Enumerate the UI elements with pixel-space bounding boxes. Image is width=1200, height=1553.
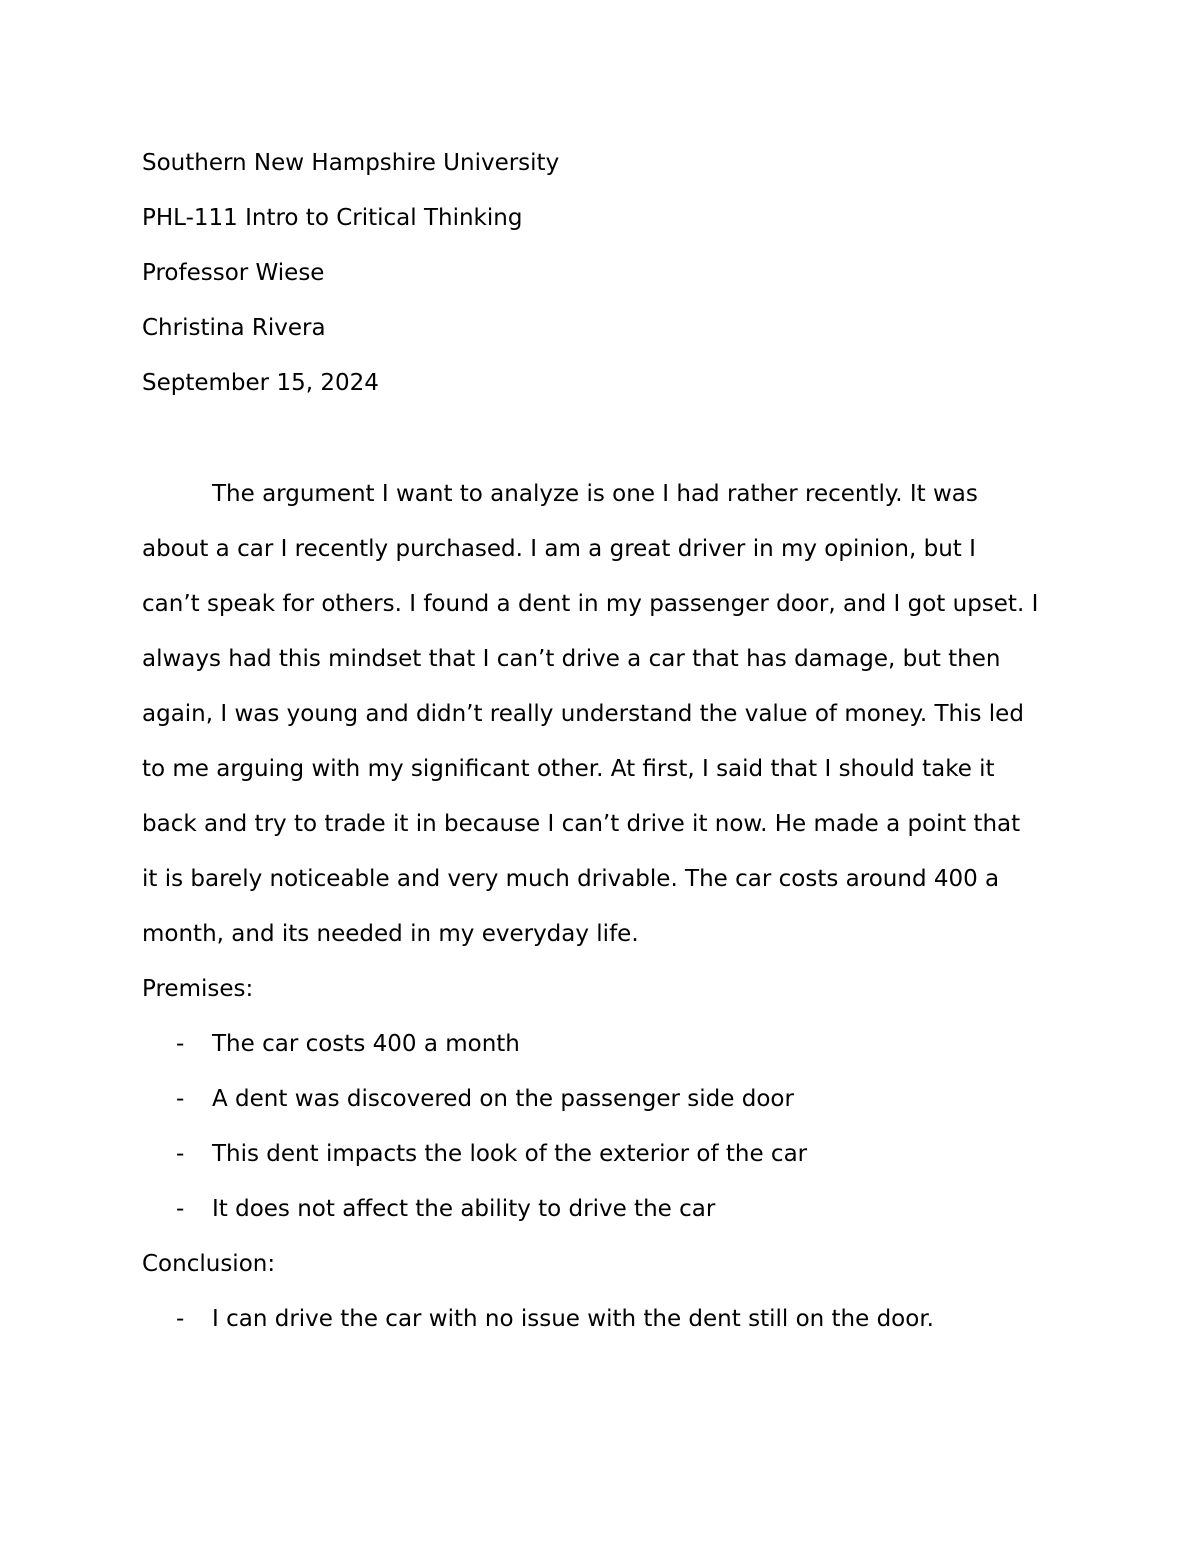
paragraph-line: about a car I recently purchased. I am a great driver in my opinion, but I (142, 536, 976, 562)
paragraph-line: month, and its needed in my everyday life. (142, 921, 639, 947)
paragraph-line: to me arguing with my significant other. At first, I said that I should take it (142, 756, 995, 782)
paragraph-line: back and try to trade it in because I can’t drive it now. He made a point that (142, 811, 1021, 837)
premise-text: The car costs 400 a month (212, 1031, 520, 1057)
institution-line: Southern New Hampshire University (142, 150, 560, 176)
list-item (142, 1182, 1082, 1237)
paragraph-line: always had this mindset that I can’t drive a car that has damage, but then (142, 646, 1001, 672)
document-page (142, 136, 1082, 1347)
paragraph-line: it is barely noticeable and very much drivable. The car costs around 400 a (142, 866, 1000, 892)
conclusion-text: I can drive the car with no issue with the dent still on the door. (212, 1306, 934, 1332)
bullet-marker: - (176, 1141, 185, 1167)
conclusion-list (142, 1292, 1082, 1347)
list-item (142, 1072, 1082, 1127)
premises-list (142, 1017, 1082, 1237)
bullet-marker: - (176, 1031, 185, 1057)
list-item (142, 1292, 1082, 1347)
premise-text: This dent impacts the look of the exterior of the car (212, 1141, 808, 1167)
argument-paragraph (142, 467, 1082, 962)
student-line: Christina Rivera (142, 315, 326, 341)
premise-text: A dent was discovered on the passenger side door (212, 1086, 794, 1112)
premises-heading: Premises: (142, 976, 254, 1002)
paragraph-line: The argument I want to analyze is one I had rather recently. It was (212, 481, 978, 507)
list-item (142, 1127, 1082, 1182)
bullet-marker: - (176, 1306, 185, 1332)
paragraph-line: again, I was young and didn’t really understand the value of money. This led (142, 701, 1024, 727)
bullet-marker: - (176, 1086, 185, 1112)
list-item (142, 1017, 1082, 1072)
premise-text: It does not affect the ability to drive the car (212, 1196, 716, 1222)
conclusion-heading: Conclusion: (142, 1251, 276, 1277)
date-line: September 15, 2024 (142, 370, 379, 396)
header-spacer (142, 411, 1082, 467)
course-line: PHL-111 Intro to Critical Thinking (142, 205, 523, 231)
bullet-marker: - (176, 1196, 185, 1222)
paragraph-line: can’t speak for others. I found a dent in my passenger door, and I got upset. I (142, 591, 1039, 617)
professor-line: Professor Wiese (142, 260, 325, 286)
